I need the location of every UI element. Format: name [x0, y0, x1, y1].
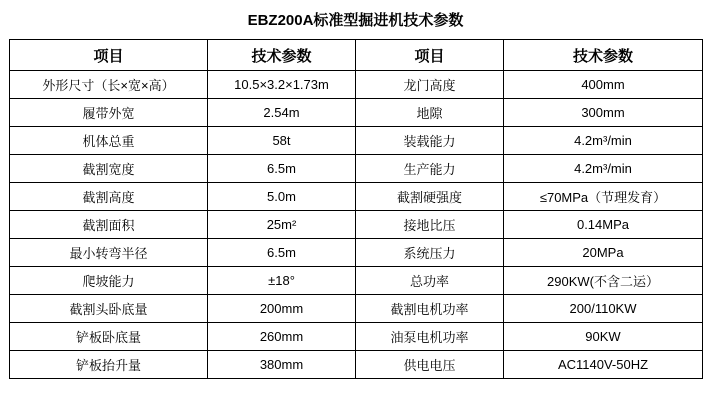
cell-item: 油泵电机功率	[356, 323, 504, 351]
cell-value: 2.54m	[208, 99, 356, 127]
cell-item: 总功率	[356, 267, 504, 295]
cell-value: 6.5m	[208, 239, 356, 267]
cell-item: 生产能力	[356, 155, 504, 183]
spec-table	[9, 39, 703, 379]
cell-value: ±18°	[208, 267, 356, 295]
cell-value: 6.5m	[208, 155, 356, 183]
cell-item: 截割高度	[10, 183, 208, 211]
cell-item: 截割电机功率	[356, 295, 504, 323]
table-header-row	[10, 40, 703, 71]
table-row	[10, 351, 703, 379]
cell-value: 4.2m³/min	[504, 127, 703, 155]
table-row	[10, 239, 703, 267]
cell-value: 380mm	[208, 351, 356, 379]
cell-value: 200mm	[208, 295, 356, 323]
cell-value: 58t	[208, 127, 356, 155]
cell-item: 装载能力	[356, 127, 504, 155]
table-row	[10, 211, 703, 239]
cell-value: 290KW(不含二运）	[504, 267, 703, 295]
cell-value: 25m²	[208, 211, 356, 239]
table-header	[10, 40, 703, 71]
table-row	[10, 267, 703, 295]
column-header-item-1: 项目	[10, 40, 208, 71]
cell-value: 400mm	[504, 71, 703, 99]
cell-value: 5.0m	[208, 183, 356, 211]
cell-item: 最小转弯半径	[10, 239, 208, 267]
table-row	[10, 155, 703, 183]
cell-item: 接地比压	[356, 211, 504, 239]
cell-value: 200/110KW	[504, 295, 703, 323]
column-header-spec-2: 技术参数	[504, 40, 703, 71]
cell-value: AC1140V-50HZ	[504, 351, 703, 379]
page-title: EBZ200A标准型掘进机技术参数	[247, 12, 464, 29]
table-body	[10, 71, 703, 379]
cell-item: 龙门高度	[356, 71, 504, 99]
cell-item: 截割头卧底量	[10, 295, 208, 323]
cell-value: 0.14MPa	[504, 211, 703, 239]
cell-value: 20MPa	[504, 239, 703, 267]
cell-value: ≤70MPa（节理发育）	[504, 183, 703, 211]
cell-item: 截割宽度	[10, 155, 208, 183]
cell-item: 截割硬强度	[356, 183, 504, 211]
cell-item: 铲板卧底量	[10, 323, 208, 351]
table-row	[10, 295, 703, 323]
table-row	[10, 127, 703, 155]
spec-table-container	[0, 39, 711, 379]
cell-value: 260mm	[208, 323, 356, 351]
cell-item: 机体总重	[10, 127, 208, 155]
cell-item: 外形尺寸（长×宽×高）	[10, 71, 208, 99]
table-row	[10, 183, 703, 211]
cell-item: 地隙	[356, 99, 504, 127]
cell-item: 系统压力	[356, 239, 504, 267]
cell-item: 供电电压	[356, 351, 504, 379]
cell-item: 履带外宽	[10, 99, 208, 127]
column-header-item-2: 项目	[356, 40, 504, 71]
table-row	[10, 99, 703, 127]
table-row	[10, 71, 703, 99]
column-header-spec-1: 技术参数	[208, 40, 356, 71]
cell-value: 90KW	[504, 323, 703, 351]
cell-item: 爬坡能力	[10, 267, 208, 295]
table-row	[10, 323, 703, 351]
cell-item: 铲板抬升量	[10, 351, 208, 379]
cell-value: 10.5×3.2×1.73m	[208, 71, 356, 99]
cell-value: 300mm	[504, 99, 703, 127]
cell-value: 4.2m³/min	[504, 155, 703, 183]
cell-item: 截割面积	[10, 211, 208, 239]
